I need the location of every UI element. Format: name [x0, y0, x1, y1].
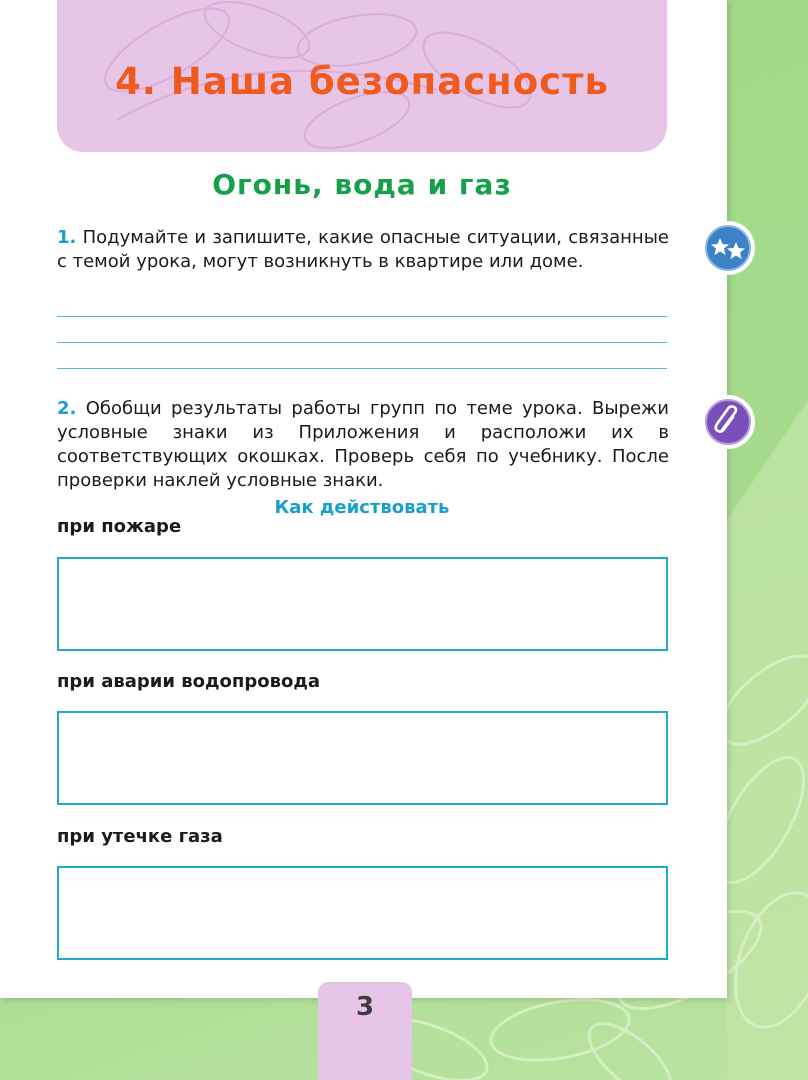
sticker-box-gas[interactable]: [57, 866, 668, 960]
task-1: [57, 226, 669, 274]
chapter-header: [57, 0, 667, 152]
answer-line[interactable]: [57, 342, 667, 343]
task-1-text: Подумайте и запишите, какие опасные ситуации, связанные с темой урока, могут возникнуть в квартире или доме.: [57, 227, 669, 272]
task-2-number: 2.: [57, 398, 77, 419]
chapter-title: 4. Наша безопасность: [115, 60, 609, 103]
sticker-box-fire[interactable]: [57, 557, 668, 651]
category-gas-label: при утечке газа: [57, 826, 223, 847]
paperclip-icon[interactable]: [700, 394, 756, 450]
category-fire-label: при пожаре: [57, 516, 182, 537]
task-2: [57, 397, 669, 493]
sticker-box-water[interactable]: [57, 711, 668, 805]
lesson-title: Огонь, вода и газ: [212, 168, 512, 201]
how-to-act-title: Как действовать: [274, 497, 450, 518]
page-number-tab: [318, 982, 412, 1080]
answer-line[interactable]: [57, 316, 667, 317]
category-water-label: при аварии водопровода: [57, 671, 321, 692]
stars-icon[interactable]: [700, 220, 756, 276]
page-number: 3: [355, 992, 375, 1022]
task-2-text: Обобщи результаты работы групп по теме урока. Вырежи условные знаки из Приложения и расположи их в соответствующих окошках. Проверь себя по учебнику. После проверки наклей условные знаки.: [57, 398, 669, 491]
answer-line[interactable]: [57, 368, 667, 369]
task-1-number: 1.: [57, 227, 77, 248]
